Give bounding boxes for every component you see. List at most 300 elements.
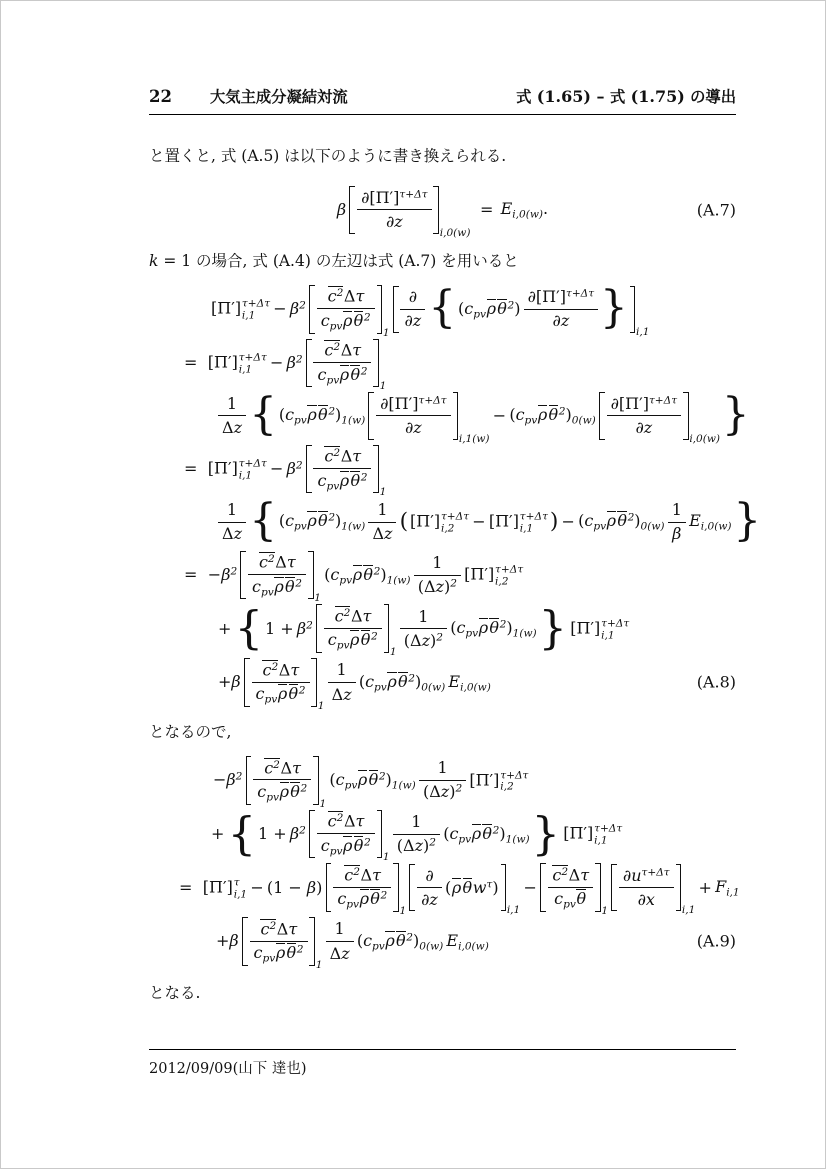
equation-content xyxy=(218,498,761,545)
math-overline xyxy=(369,770,379,789)
math-text: (Δ xyxy=(396,836,415,856)
header-rule xyxy=(149,114,736,115)
math-sub: i,1 xyxy=(519,522,534,535)
math-var: θ xyxy=(489,618,500,638)
math-text: − xyxy=(213,770,227,790)
math-text: ) xyxy=(335,511,342,531)
math-text: ( xyxy=(324,564,331,584)
math-run xyxy=(254,943,304,964)
math-run xyxy=(327,286,364,306)
math-overline xyxy=(328,286,344,305)
math-var: c xyxy=(252,576,262,596)
math-run xyxy=(377,500,387,520)
math-fraction xyxy=(376,392,450,439)
math-run xyxy=(404,311,421,331)
math-run xyxy=(287,353,303,373)
math-sup: 2 xyxy=(561,865,569,878)
math-sup: τ+Δτ xyxy=(500,768,529,781)
math-run xyxy=(578,511,664,532)
math-text: 1 + xyxy=(258,824,287,844)
math-run xyxy=(611,394,677,414)
math-run xyxy=(334,606,371,626)
math-run xyxy=(287,459,303,479)
math-run xyxy=(211,824,224,844)
math-run xyxy=(324,446,361,466)
math-text: ) xyxy=(423,836,430,856)
math-var: ρ xyxy=(279,782,289,802)
math-run xyxy=(218,672,241,692)
math-numerator xyxy=(328,659,356,683)
math-overline xyxy=(307,511,316,530)
math-sub: 1(w) xyxy=(391,779,416,792)
footer-rule xyxy=(149,1049,736,1050)
math-scripts xyxy=(500,770,528,794)
math-run xyxy=(554,889,587,910)
math-run xyxy=(405,418,422,438)
math-run xyxy=(689,511,731,532)
math-sup: 2 xyxy=(328,512,336,525)
math-var: c xyxy=(584,511,594,531)
math-fence-content xyxy=(315,285,377,334)
math-fence-content xyxy=(277,392,722,445)
page-number: 22 xyxy=(149,87,172,106)
math-run xyxy=(290,824,306,844)
math-run xyxy=(469,769,528,793)
math-run xyxy=(553,311,570,331)
math-text: ( xyxy=(358,671,366,691)
math-fence-content xyxy=(250,658,312,707)
math-var: z xyxy=(341,943,350,963)
math-fence-content xyxy=(456,286,600,333)
math-sub: 1(w) xyxy=(386,573,411,586)
math-overline xyxy=(387,672,396,691)
math-fence-content xyxy=(312,445,374,494)
bracket-delimiter xyxy=(308,551,314,600)
math-sup: 2 xyxy=(273,758,280,771)
math-sub: i,2 xyxy=(500,780,514,793)
equation-content xyxy=(218,390,750,445)
math-sub: 0(w) xyxy=(571,414,596,427)
math-run xyxy=(344,865,381,885)
math-fence xyxy=(409,864,521,917)
math-numerator xyxy=(218,498,246,522)
math-var: ρ xyxy=(275,943,286,963)
math-var: θ xyxy=(497,298,507,318)
section-title: 大気主成分凝結対流 xyxy=(209,88,348,106)
math-var: β xyxy=(289,824,300,844)
math-sup: 2 xyxy=(343,606,351,619)
equation-content xyxy=(184,551,524,605)
math-text: ) xyxy=(415,671,422,691)
math-overline xyxy=(354,836,364,855)
math-sub: i,1 xyxy=(238,363,253,376)
math-text: ) xyxy=(514,298,521,318)
bracket-delimiter xyxy=(630,286,636,333)
math-numerator xyxy=(357,186,431,210)
math-numerator xyxy=(248,551,306,575)
math-sup: 2 xyxy=(235,771,243,784)
math-numerator xyxy=(368,498,396,522)
math-sub: i,1 xyxy=(241,309,256,322)
math-text: Δ xyxy=(280,757,293,777)
math-var: θ xyxy=(576,889,587,909)
math-var: c xyxy=(365,671,375,691)
math-sup: 2 xyxy=(507,299,515,312)
math-sub: i,0(w) xyxy=(460,681,491,694)
math-sup: 2 xyxy=(378,770,386,783)
math-sub: 1(w) xyxy=(341,414,366,427)
equation-line xyxy=(149,806,736,864)
math-fence xyxy=(393,283,650,338)
math-var: ρ xyxy=(451,877,462,897)
math-var: z xyxy=(233,418,242,438)
math-run xyxy=(258,552,295,572)
math-fraction xyxy=(313,445,371,494)
math-fence-sub: 1 xyxy=(319,797,327,810)
math-sup: τ+Δτ xyxy=(648,394,678,407)
math-var: z xyxy=(414,836,424,856)
math-var: c xyxy=(257,782,267,802)
equation-line xyxy=(149,339,736,393)
header-left xyxy=(149,85,348,107)
math-sub: i,2 xyxy=(495,575,509,588)
math-sup: 2 xyxy=(271,660,279,673)
math-numerator xyxy=(668,498,686,522)
math-var: τ xyxy=(362,606,372,626)
math-sup: 2 xyxy=(373,565,381,578)
math-run xyxy=(464,563,523,587)
math-fraction xyxy=(607,392,681,439)
math-sub: i,1 xyxy=(233,887,248,900)
math-var: c xyxy=(515,405,525,425)
math-fence xyxy=(400,510,559,534)
math-sub: i,0(w) xyxy=(700,520,732,533)
math-text: ) xyxy=(449,782,456,802)
math-overline xyxy=(287,943,297,962)
header-right-part: 式 xyxy=(516,88,537,106)
math-fraction xyxy=(524,286,598,333)
math-run xyxy=(321,836,371,857)
math-fence-content xyxy=(399,283,630,334)
math-run xyxy=(250,878,263,898)
math-fence-content xyxy=(256,810,531,864)
math-sub: i,0(w) xyxy=(458,940,489,953)
equation-a9 xyxy=(149,756,740,971)
math-run xyxy=(264,758,301,778)
math-text: ∂[Π′] xyxy=(610,393,649,413)
math-text: Δ xyxy=(568,865,581,885)
math-text: ∂[Π′] xyxy=(361,187,400,207)
math-denominator xyxy=(324,629,382,653)
bracket-delimiter xyxy=(595,863,601,912)
math-run xyxy=(184,353,197,373)
math-run xyxy=(211,297,270,321)
math-overline xyxy=(340,471,349,490)
bracket-delimiter xyxy=(676,864,682,911)
math-text: − xyxy=(270,458,284,478)
math-run xyxy=(636,418,653,438)
math-sub: pv xyxy=(524,414,538,427)
math-overline xyxy=(617,511,627,530)
math-run xyxy=(208,351,267,375)
math-text: = xyxy=(184,565,198,585)
math-fence xyxy=(244,658,325,712)
math-sup: 2 xyxy=(363,311,371,324)
math-sup: τ+Δτ xyxy=(418,394,447,407)
math-text: ( xyxy=(450,618,457,638)
math-sup: τ+Δτ xyxy=(594,822,623,835)
math-fence-sub: i,1 xyxy=(635,325,650,338)
running-header xyxy=(149,85,736,115)
math-text: ) xyxy=(380,564,387,584)
fence-delimiter: } xyxy=(721,390,750,441)
math-numerator xyxy=(400,605,447,629)
equation-content xyxy=(184,445,387,499)
math-fence xyxy=(599,392,721,445)
bracket-delimiter xyxy=(384,604,390,653)
math-fence xyxy=(249,390,750,445)
equation-content xyxy=(211,283,650,339)
math-fence-sub: 1 xyxy=(389,645,397,658)
math-sub: pv xyxy=(336,639,350,652)
math-fence xyxy=(368,392,490,445)
math-sub: pv xyxy=(294,414,307,427)
math-overline xyxy=(290,782,300,801)
equation-line xyxy=(149,496,762,547)
math-fence-sub: 1 xyxy=(317,699,325,712)
bracket-delimiter xyxy=(377,810,383,859)
math-run xyxy=(563,822,622,846)
math-var: ρ xyxy=(339,364,350,384)
header-right-part: (1.75) xyxy=(630,87,685,106)
math-overline xyxy=(318,511,328,530)
equation-line xyxy=(149,445,736,499)
math-fence xyxy=(234,601,568,658)
math-text: ∂ xyxy=(385,212,395,232)
math-text: Δ xyxy=(329,943,342,963)
math-overline xyxy=(344,865,360,884)
math-fence xyxy=(240,551,321,605)
math-var: z xyxy=(394,212,403,232)
math-text: 1 xyxy=(437,758,448,778)
math-fence-sub: 1 xyxy=(314,592,321,605)
math-var: θ xyxy=(288,684,299,704)
math-sup: 2 xyxy=(267,553,275,566)
math-denominator xyxy=(607,416,681,439)
math-text: Δ xyxy=(222,418,234,438)
math-text: [Π′] xyxy=(202,877,233,897)
math-text: 1 xyxy=(432,552,443,572)
math-var: c xyxy=(260,918,270,938)
math-run xyxy=(450,618,536,639)
math-denominator xyxy=(524,310,598,333)
fence-delimiter: { xyxy=(249,390,277,441)
math-text: Δ xyxy=(343,286,356,306)
math-fence-sub: i,1 xyxy=(506,904,521,917)
math-run xyxy=(262,660,299,680)
math-fence xyxy=(349,186,471,239)
math-var: θ xyxy=(363,564,373,584)
math-text: − xyxy=(207,565,222,585)
math-sub: pv xyxy=(262,952,276,965)
math-fraction xyxy=(218,498,246,545)
math-var: ρ xyxy=(471,823,482,843)
math-fraction xyxy=(250,917,308,966)
math-run xyxy=(448,672,490,693)
math-overline xyxy=(276,943,285,962)
math-text: (Δ xyxy=(422,782,441,802)
math-text: = xyxy=(184,458,198,478)
math-fence xyxy=(242,917,323,971)
math-run xyxy=(327,811,364,831)
math-text: − xyxy=(273,299,287,319)
math-overline xyxy=(289,684,299,703)
math-run xyxy=(411,812,421,832)
math-var: z xyxy=(233,524,242,544)
math-var: ρ xyxy=(357,769,368,789)
math-denominator xyxy=(333,888,391,912)
math-scripts xyxy=(239,352,267,376)
math-fence xyxy=(309,810,390,864)
math-var: β xyxy=(226,770,236,790)
math-denominator xyxy=(414,576,461,599)
math-var: β xyxy=(221,565,231,585)
math-text: Δ xyxy=(275,552,287,572)
math-overline xyxy=(350,365,360,384)
math-text: 1 xyxy=(334,919,345,939)
math-text: Δ xyxy=(360,865,373,885)
math-fraction xyxy=(419,757,466,804)
math-run xyxy=(361,188,427,208)
math-sub: 0(w) xyxy=(421,681,446,694)
math-run xyxy=(257,782,307,803)
math-fence-content xyxy=(331,863,393,912)
math-var: ρ xyxy=(478,618,489,638)
math-var: θ xyxy=(285,576,295,596)
math-var: ρ xyxy=(486,298,496,318)
math-sup: 2 xyxy=(336,287,344,300)
math-var: ρ xyxy=(343,310,353,330)
math-fraction xyxy=(393,810,440,857)
math-fence-sub: 1 xyxy=(601,904,609,917)
math-run xyxy=(418,577,457,597)
math-sup: 2 xyxy=(499,618,507,631)
math-run xyxy=(489,510,548,534)
math-sup: τ xyxy=(233,876,240,889)
math-var: θ xyxy=(350,470,361,490)
math-var: c xyxy=(330,564,340,584)
math-run xyxy=(337,889,387,910)
math-denominator xyxy=(313,363,371,387)
math-sup: 2 xyxy=(306,619,313,632)
math-var: c xyxy=(324,446,334,466)
math-numerator xyxy=(252,658,310,682)
math-fence-content xyxy=(277,498,733,545)
math-scripts xyxy=(495,564,523,588)
math-overline xyxy=(262,660,278,679)
math-scripts xyxy=(242,299,270,323)
math-var: ρ xyxy=(352,564,363,584)
math-sup: 2 xyxy=(299,824,306,837)
math-overline xyxy=(324,446,340,465)
math-numerator xyxy=(548,863,593,887)
math-run xyxy=(267,878,323,898)
math-overline xyxy=(487,299,496,318)
math-fence-sub: i,1 xyxy=(681,904,696,917)
math-run xyxy=(297,619,313,639)
math-text: ) xyxy=(565,405,572,425)
math-run xyxy=(270,353,283,373)
math-run xyxy=(222,524,242,544)
math-var: ρ xyxy=(307,405,317,425)
math-numerator xyxy=(250,917,308,941)
math-scripts xyxy=(594,823,622,847)
bracket-delimiter xyxy=(393,863,399,912)
math-overline xyxy=(472,824,481,843)
math-run xyxy=(698,878,711,898)
math-denominator xyxy=(368,523,396,546)
equation-content xyxy=(216,917,489,971)
math-numerator xyxy=(400,286,425,310)
math-text: Δ xyxy=(343,811,356,831)
math-text: + xyxy=(698,877,712,897)
math-fraction xyxy=(368,498,396,545)
math-overline xyxy=(278,684,287,703)
math-denominator xyxy=(548,888,593,912)
math-sup: 2 xyxy=(363,836,371,849)
math-var: θ xyxy=(398,671,408,691)
math-var: c xyxy=(320,835,330,855)
math-denominator xyxy=(317,834,375,858)
math-var: c xyxy=(363,930,373,950)
math-fence xyxy=(306,339,387,393)
equation-line xyxy=(149,390,750,445)
math-text: = xyxy=(480,199,494,219)
math-fence-content xyxy=(248,917,310,966)
paragraph-result: となる. xyxy=(149,983,201,1002)
math-sub: pv xyxy=(372,940,385,953)
math-fraction xyxy=(417,864,442,911)
math-sup: 2 xyxy=(627,512,635,525)
math-fence-content xyxy=(415,864,500,911)
equation-tag: (A.8) xyxy=(696,672,736,692)
math-run xyxy=(528,287,594,307)
math-run xyxy=(321,311,371,332)
math-denominator xyxy=(393,835,440,858)
math-denominator xyxy=(253,780,311,804)
math-scripts xyxy=(239,458,267,482)
math-run xyxy=(218,619,231,639)
math-fence-sub: i,1(w) xyxy=(458,432,490,445)
math-sup: 2 xyxy=(429,836,436,849)
math-var: w xyxy=(472,877,487,897)
equation-content xyxy=(184,339,387,393)
math-var: τ xyxy=(372,865,381,885)
math-var: c xyxy=(327,286,337,306)
math-sub: 1(w) xyxy=(341,520,366,533)
math-var: u xyxy=(631,865,642,885)
math-denominator xyxy=(417,888,442,911)
equation-content xyxy=(218,601,630,658)
equation-line xyxy=(149,658,736,712)
math-var: c xyxy=(337,889,347,909)
math-var: θ xyxy=(360,630,371,650)
math-fence-sub: 1 xyxy=(399,904,407,917)
math-text: − xyxy=(492,405,507,425)
math-run xyxy=(324,340,361,360)
math-var: z xyxy=(421,630,431,650)
math-var: τ xyxy=(290,659,300,679)
